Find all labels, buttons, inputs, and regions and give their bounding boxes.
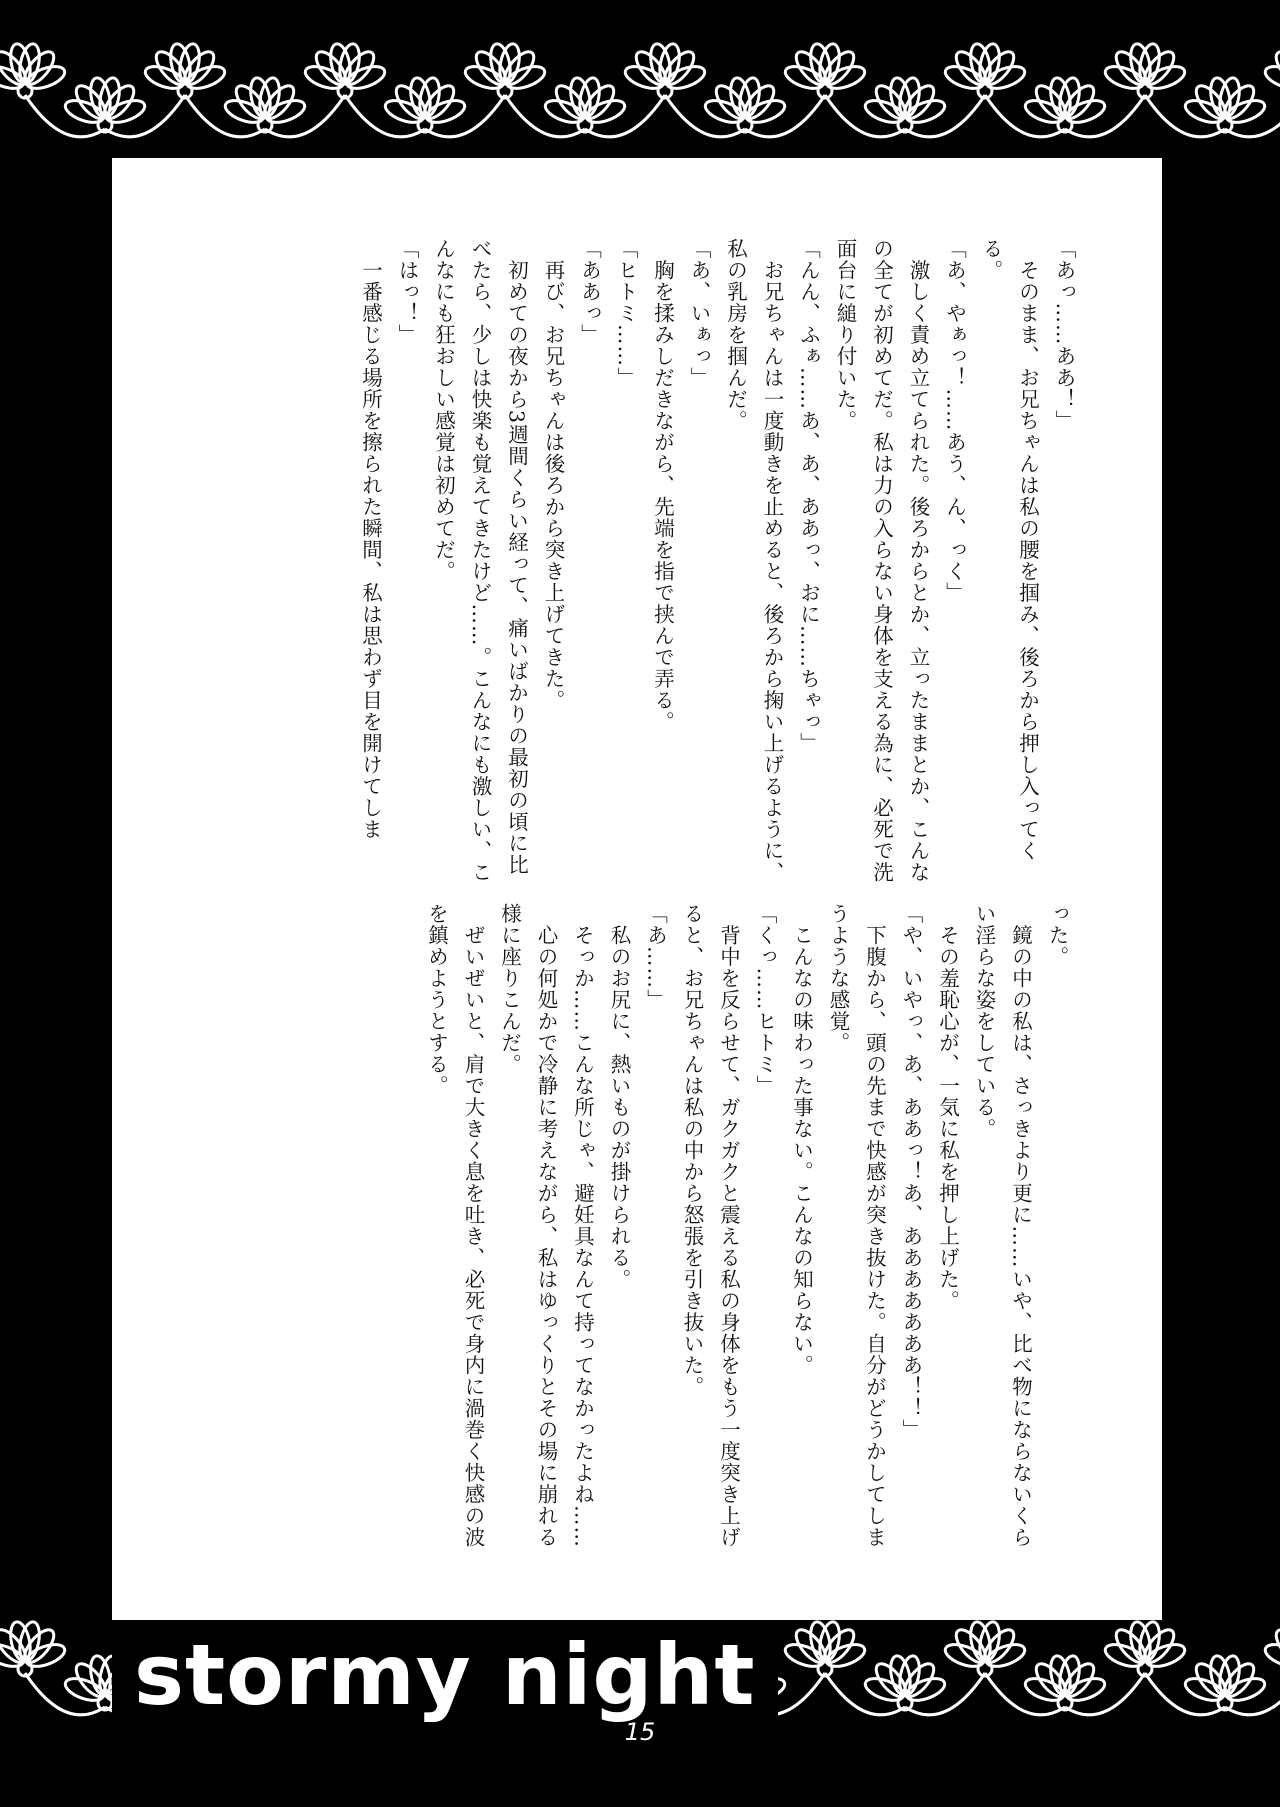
paragraph: お兄ちゃんは一度動きを止めると、後ろから掬い上げるように、私の乳房を掴んだ。	[723, 238, 784, 883]
paragraph: 私のお尻に、熱いものが掛けられる。	[607, 903, 631, 1290]
upper-text-block	[352, 238, 1082, 888]
paragraph: その羞恥心が、一気に私を押し上げた。	[935, 903, 960, 1312]
lace-motif	[0, 1620, 68, 1676]
paragraph: 「あっ……ああ！」	[1052, 238, 1076, 432]
paragraph: そのまま、お兄ちゃんは私の腰を掴み、後ろから押し入ってくる。	[979, 238, 1040, 862]
footer-title-area	[112, 1620, 778, 1730]
paragraph: 鏡の中の私は、さっきより更に……いや、比べ物にならないくらい淫らな姿をしている。	[972, 903, 1033, 1548]
text-page	[112, 158, 1162, 1620]
lace-motif	[62, 76, 147, 132]
paragraph: 「あ、いぁっ」	[687, 238, 711, 389]
paragraph: 「ああっ」	[577, 238, 602, 346]
lace-motif	[382, 76, 467, 132]
lace-motif	[222, 76, 307, 132]
paragraph: 「あ……」	[643, 903, 668, 1011]
lace-motif	[1022, 76, 1107, 132]
paragraph: 「はっ！」	[395, 238, 419, 346]
paragraph: 「あ、やぁっ！……あう、ん、っく」	[942, 238, 967, 604]
paragraph: 背中を反らせて、ガクガクと震える私の身体をもう一度突き上げると、お兄ちゃんは私の中から怒張を引き抜いた。	[680, 903, 741, 1548]
lace-motif	[542, 76, 627, 132]
lace-motif	[942, 42, 1027, 98]
paragraph: ぜいぜいと、肩で大きく息を吐き、必死で身内に渦巻く快感の波を鎮めようとする。	[424, 903, 485, 1548]
paragraph: 「や、いやっ、あ、ああっ！あ、あああああああ！！」	[899, 903, 923, 1441]
lace-motif	[142, 42, 227, 98]
lace-motif	[702, 76, 787, 132]
page-number: 15	[624, 1718, 656, 1746]
lace-motif	[1182, 76, 1267, 132]
lace-motif	[1262, 42, 1280, 98]
lace-motif	[1102, 42, 1187, 98]
paragraph: そっか……こんな所じゃ、避妊具なんて持ってなかったよね……	[570, 903, 595, 1548]
paragraph: 下腹から、頭の先まで快感が突き抜けた。自分がどうかしてしまうような感覚。	[826, 903, 887, 1548]
lace-border-top	[0, 40, 1280, 170]
paragraph: 心の何処かで冷静に考えながら、私はゆっくりとその場に崩れる様に座りこんだ。	[497, 903, 558, 1548]
lace-motif	[862, 1654, 947, 1710]
lace-motif	[462, 42, 547, 98]
lace-motif	[1022, 1654, 1107, 1710]
lace-motif	[862, 76, 947, 132]
lace-motif	[942, 1620, 1027, 1676]
book-title: stormy night	[134, 1626, 756, 1724]
lace-motif	[782, 42, 867, 98]
paragraph: 胸を揉みしだきながら、先端を指で挟んで弄る。	[650, 238, 675, 733]
paragraph: 一番感じる場所を擦られた瞬間、私は思わず目を開けてしま	[358, 238, 383, 840]
paragraph: 再び、お兄ちゃんは後ろから突き上げてきた。	[541, 238, 565, 711]
paragraph: 「くっ……ヒトミ」	[753, 903, 777, 1097]
lace-motif	[782, 1620, 867, 1676]
lace-motif	[0, 42, 68, 98]
paragraph: った。	[1045, 903, 1069, 968]
paragraph: 「んん、ふぁ……あ、あ、ああっ、おに……ちゃっ」	[796, 238, 821, 754]
lace-motif	[1102, 1620, 1187, 1676]
paragraph: 激しく責め立てられた。後ろからとか、立ったままとか、こんなの全てが初めてだ。私は力の入らない身体を支える為に、必死で洗面台に縋り付いた。	[833, 238, 930, 883]
lace-motif	[1182, 1654, 1267, 1710]
paragraph: 「ヒトミ……」	[614, 238, 638, 389]
lace-motif	[622, 42, 707, 98]
lace-motif	[302, 42, 387, 98]
lower-text-block	[418, 903, 1075, 1553]
paragraph: 初めての夜から3週間くらい経って、痛いばかりの最初の頃に比べたら、少しは快楽も覚えてきたけど……。こんなにも激しい、こんなにも狂おしい感覚は初めてだ。	[431, 238, 529, 883]
paragraph: こんなの味わった事ない。こんなの知らない。	[789, 903, 814, 1376]
lace-motif	[1262, 1620, 1280, 1676]
